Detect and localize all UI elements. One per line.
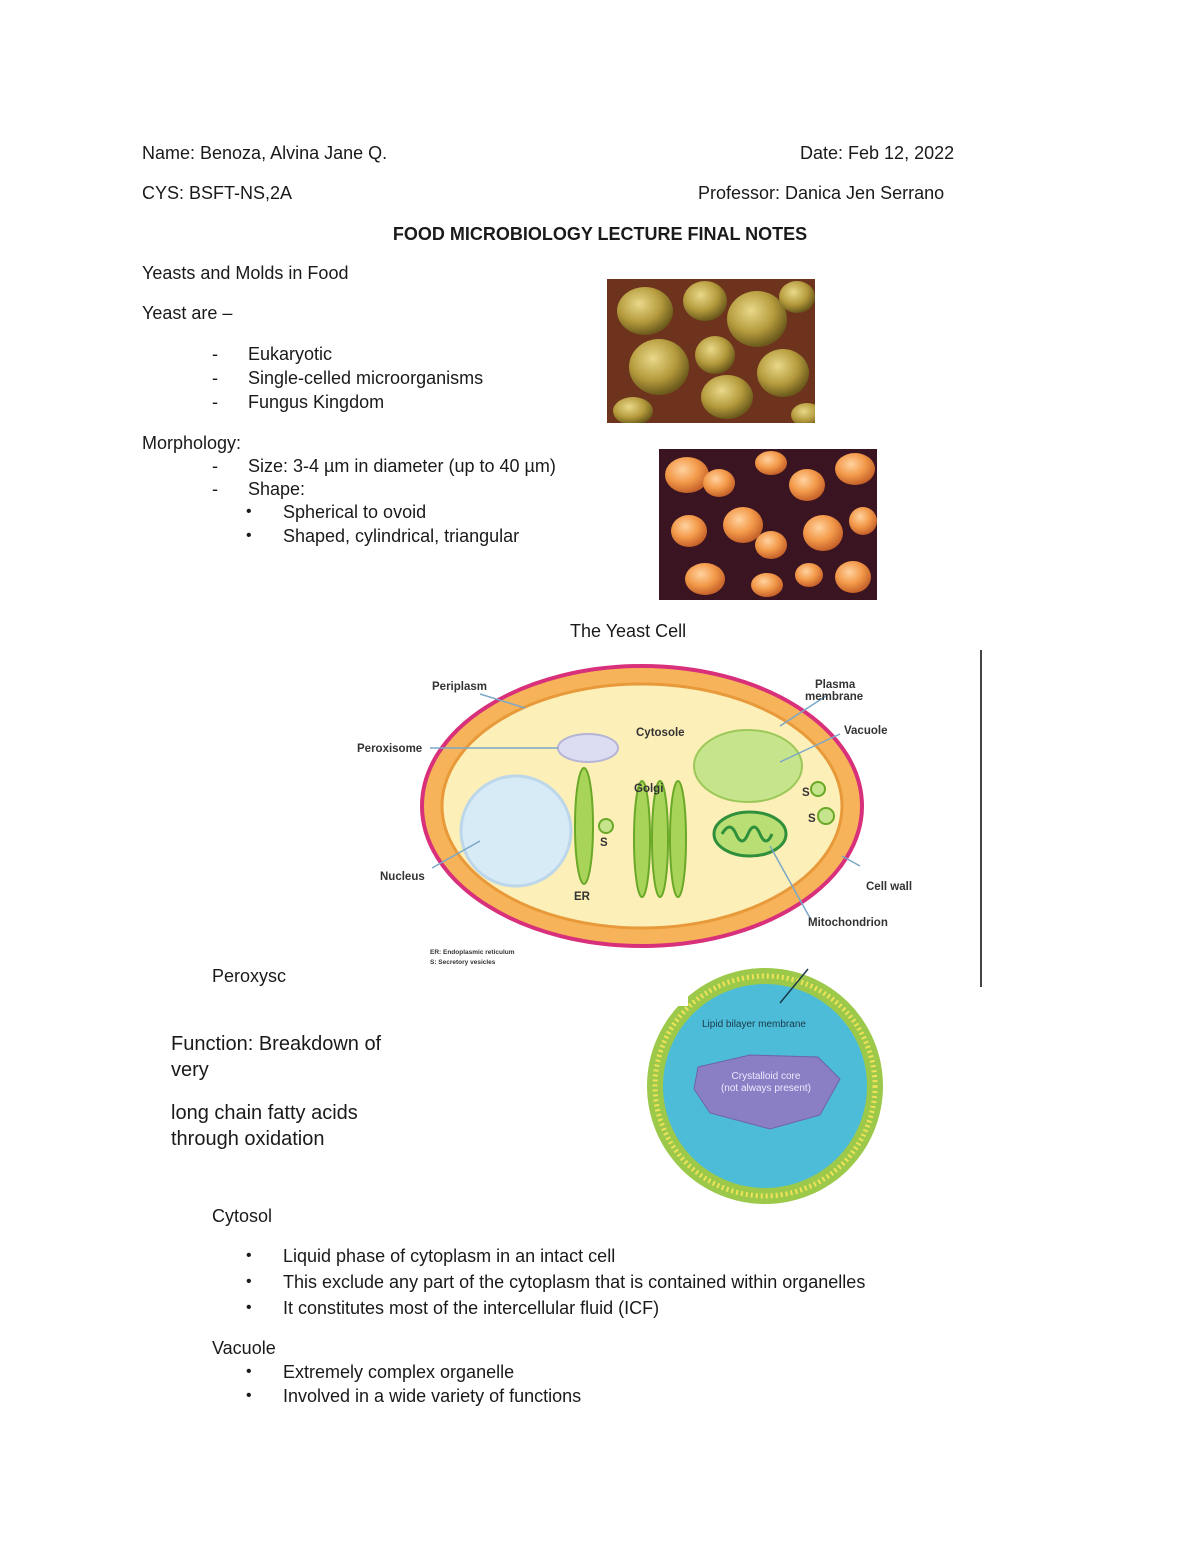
legend-s: S: Secretory vesicles	[430, 959, 496, 966]
vesicle-shape	[818, 808, 834, 824]
nucleus-shape	[461, 776, 571, 886]
vesicle-shape	[811, 782, 825, 796]
function-text: Function: Breakdown of	[171, 1033, 382, 1055]
list-item: Involved in a wide variety of functions	[283, 1386, 582, 1406]
golgi-shape	[634, 781, 650, 897]
list-item: Liquid phase of cytoplasm in an intact cell	[283, 1246, 616, 1266]
yeast-cell-diagram	[340, 656, 940, 976]
label-golgi: Golgi	[634, 783, 664, 795]
bullet-marker: •	[246, 1363, 252, 1380]
label-cytosole: Cytosole	[636, 727, 685, 739]
list-item: Single-celled microorganisms	[248, 368, 484, 388]
list-item: Spherical to ovoid	[283, 502, 427, 522]
mitochondrion-shape	[714, 812, 786, 856]
golgi-shape	[652, 781, 668, 897]
dash-marker: -	[212, 368, 218, 388]
label-nucleus: Nucleus	[380, 871, 425, 883]
yeast-intro: Yeast are –	[142, 303, 233, 323]
yeast-cell-caption: The Yeast Cell	[570, 621, 687, 641]
image-crop-mask	[628, 966, 688, 1006]
professor: Professor: Danica Jen Serrano	[698, 183, 945, 203]
list-item: This exclude any part of the cytoplasm that is contained within organelles	[283, 1272, 866, 1292]
bullet-marker: •	[246, 1247, 252, 1264]
label-plasma: Plasma	[815, 679, 856, 691]
dash-marker: -	[212, 392, 218, 412]
label-peroxisome: Peroxisome	[357, 743, 423, 755]
list-item: Extremely complex organelle	[283, 1362, 515, 1382]
label-er: ER	[574, 891, 590, 903]
section-heading-yeasts: Yeasts and Molds in Food	[142, 263, 349, 283]
bullet-marker: •	[246, 503, 252, 520]
label-s: S	[600, 837, 608, 849]
list-item: Eukaryotic	[248, 344, 333, 364]
legend-er: ER: Endoplasmic reticulum	[430, 949, 515, 956]
label-membrane: Lipid bilayer membrane	[702, 1019, 806, 1030]
list-item: Size: 3-4 µm in diameter (up to 40 µm)	[248, 456, 556, 476]
label-cell-wall: Cell wall	[866, 881, 913, 893]
function-text: through oxidation	[171, 1128, 325, 1150]
dash-marker: -	[212, 456, 218, 476]
list-item: It constitutes most of the intercellular fluid (ICF)	[283, 1298, 660, 1318]
label-core-note: (not always present)	[720, 1083, 812, 1094]
bullet-marker: •	[246, 1299, 252, 1316]
vacuole-shape	[694, 730, 802, 802]
bullet-marker: •	[246, 1387, 252, 1404]
date: Date: Feb 12, 2022	[800, 143, 955, 163]
er-shape	[575, 768, 593, 884]
label-s: S	[802, 787, 810, 799]
cys: CYS: BSFT-NS,2A	[142, 183, 293, 203]
yeast-micrograph-photo	[659, 449, 877, 600]
golgi-shape	[670, 781, 686, 897]
label-membrane: membrane	[805, 691, 864, 703]
cytosol-heading: Cytosol	[212, 1206, 273, 1226]
list-item: Shape:	[248, 479, 306, 499]
list-item: Fungus Kingdom	[248, 392, 385, 412]
label-periplasm: Periplasm	[432, 681, 487, 693]
bullet-marker: •	[246, 527, 252, 544]
margin-line	[980, 650, 982, 987]
yeast-sem-photo	[607, 279, 815, 423]
dash-marker: -	[212, 344, 218, 364]
label-mitochondrion: Mitochondrion	[808, 917, 888, 929]
vesicle-shape	[599, 819, 613, 833]
vacuole-heading: Vacuole	[212, 1338, 276, 1358]
student-name: Name: Benoza, Alvina Jane Q.	[142, 143, 388, 163]
dash-marker: -	[212, 479, 218, 499]
label-core: Crystalloid core	[731, 1071, 801, 1082]
function-text: long chain fatty acids	[171, 1102, 358, 1124]
label-vacuole: Vacuole	[844, 725, 888, 737]
peroxisome-heading: Peroxysc	[212, 966, 287, 986]
bullet-marker: •	[246, 1273, 252, 1290]
list-item: Shaped, cylindrical, triangular	[283, 526, 520, 546]
peroxisome-shape	[558, 734, 618, 762]
label-s: S	[808, 813, 816, 825]
page-title: FOOD MICROBIOLOGY LECTURE FINAL NOTES	[392, 224, 808, 244]
section-heading-morphology: Morphology:	[142, 433, 242, 453]
function-text: very	[171, 1059, 209, 1081]
